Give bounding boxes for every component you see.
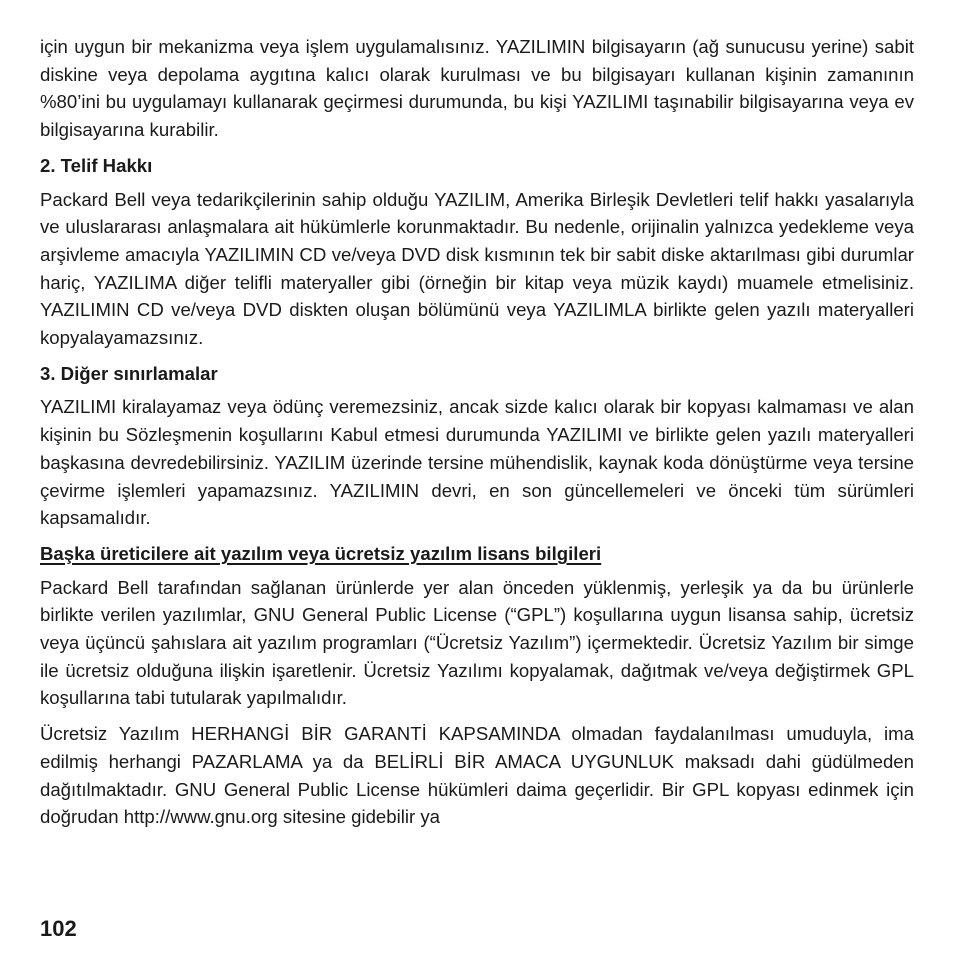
document-page — [40, 33, 914, 839]
free-software-heading: Başka üreticilere ait yazılım veya ücretsiz yazılım lisans bilgileri — [40, 542, 602, 564]
section-2-heading: 2. Telif Hakkı — [40, 154, 153, 176]
section-2-body: Packard Bell veya tedarikçilerinin sahip olduğu YAZILIM, Amerika Birleşik Devletleri telif hakkı yasalarıyla ve uluslararası anlaşmalara ait hükümlerle korunmaktadır. Bu nedenle, orijinalin yalnızca yedekleme veya arşivleme amacıyla YAZILIMIN CD ve/veya DVD disk kısmının tek bir sabit diske aktarılması gibi durumlar hariç, YAZILIMA diğer telifli materyaller gibi (örneğin bir kitap veya müzik kaydı) muamele etmelisiniz. YAZILIMIN CD ve/veya DVD diskten oluşan bölümünü veya YAZILIMLA birlikte gelen yazılı materyalleri kopyalayamazsınız. — [40, 188, 914, 349]
section-3-heading: 3. Diğer sınırlamalar — [40, 362, 218, 384]
free-software-paragraph-1: Packard Bell tarafından sağlanan ürünlerde yer alan önceden yüklenmiş, yerleşik ya da bu ürünlerle birlikte verilen yazılımlar, GNU General Public License (“GPL”) koşullarına uygun lisansa sahip, ücretsiz veya üçüncü şahıslara ait yazılım programları (“Ücretsiz Yazılım”) içermektedir. Ücretsiz Yazılım bir simge ile ücretsiz olduğuna ilişkin işaretlenir. Ücretsiz Yazılımı kopyalamak, dağıtmak ve/veya değiştirmek GPL koşullarına tabi tutularak yapılmalıdır. — [40, 576, 914, 709]
section-3-body: YAZILIMI kiralayamaz veya ödünç veremezsiniz, ancak sizde kalıcı olarak bir kopyası kalmaması ve alan kişinin bu Sözleşmenin koşullarını Kabul etmesi durumunda YAZILIMI ve birlikte gelen yazılı materyalleri başkasına devredebilirsiniz. YAZILIM üzerinde tersine mühendislik, kaynak koda dönüştürme veya tersine çevirme işlemleri yapamazsınız. YAZILIMIN devri, en son güncellemeleri ve önceki tüm sürümleri kapsamalıdır. — [40, 396, 914, 529]
free-software-paragraph-2: Ücretsiz Yazılım HERHANGİ BİR GARANTİ KAPSAMINDA olmadan faydalanılması umuduyla, ima edilmiş herhangi PAZARLAMA ya da BELİRLİ BİR AMACA UYGUNLUK maksadı dahi güdülmeden dağıtılmaktadır. GNU General Public License hükümleri daima geçerlidir. Bir GPL kopyası edinmek için doğrudan http://www.gnu.org sitesine gidebilir ya — [40, 723, 914, 828]
page-number: 102 — [40, 916, 77, 941]
intro-paragraph: için uygun bir mekanizma veya işlem uygulamalısınız. YAZILIMIN bilgisayarın (ağ sunucusu yerine) sabit diskine veya depolama aygıtına kalıcı olarak kurulması ve bu bilgisayarı kullanan kişinin zamanının %80’ini bu uygulamayı kullanarak geçirmesi durumunda, bu kişi YAZILIMI taşınabilir bilgisayarına veya ev bilgisayarına kurabilir. — [40, 36, 914, 141]
